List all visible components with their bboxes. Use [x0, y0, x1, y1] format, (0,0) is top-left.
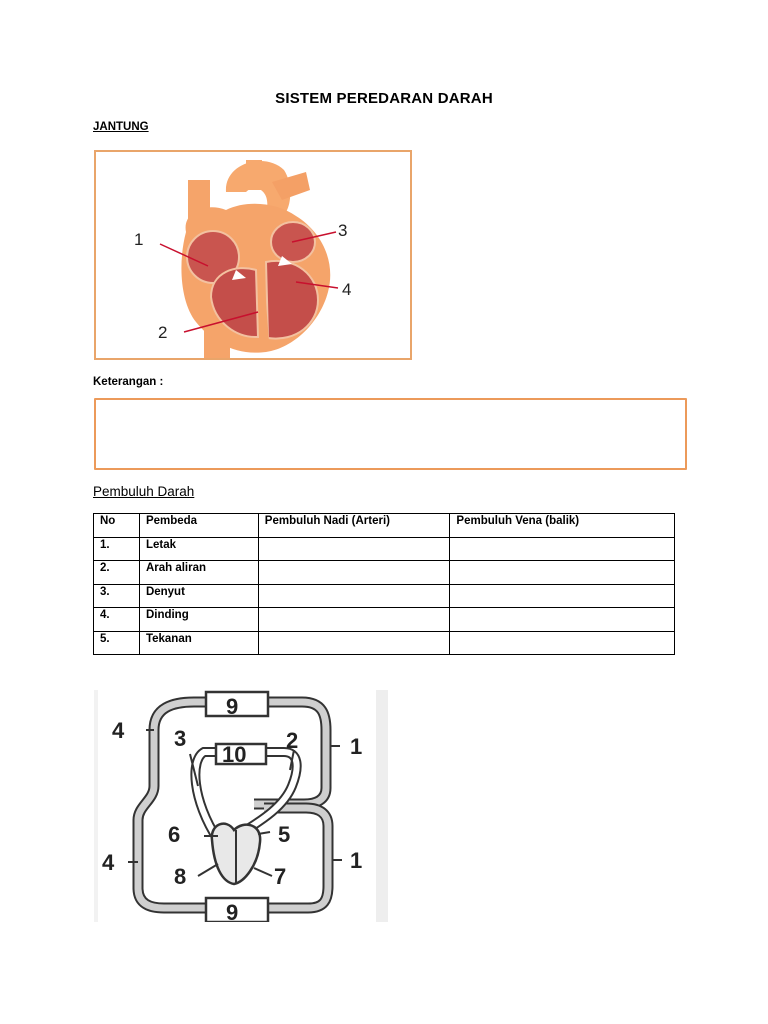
circ-label-10: 10 — [222, 742, 247, 767]
header-no: No — [94, 514, 140, 538]
header-pembeda: Pembeda — [139, 514, 258, 538]
circulation-illustration — [94, 690, 388, 922]
cell-vena[interactable] — [450, 608, 675, 632]
circ-label-1-lower: 1 — [350, 848, 363, 873]
table-row — [94, 631, 675, 655]
circ-label-7: 7 — [274, 864, 287, 889]
circ-label-3: 3 — [174, 726, 187, 751]
circ-label-5: 5 — [278, 822, 291, 847]
cell-arteri[interactable] — [258, 537, 450, 561]
heart-label-1: 1 — [134, 230, 144, 249]
pembuluh-title: Pembuluh Darah — [93, 484, 195, 499]
circ-label-2: 2 — [286, 728, 299, 753]
circ-label-6: 6 — [168, 822, 181, 847]
row-pembeda: Letak — [139, 537, 258, 561]
cell-vena[interactable] — [450, 631, 675, 655]
row-no: 1. — [94, 537, 140, 561]
scan-edge-left — [94, 690, 98, 922]
comparison-table — [93, 513, 675, 655]
row-pembeda: Tekanan — [139, 631, 258, 655]
header-arteri: Pembuluh Nadi (Arteri) — [258, 514, 450, 538]
row-no: 2. — [94, 561, 140, 585]
circ-label-4-upper: 4 — [112, 718, 125, 743]
row-pembeda: Arah aliran — [139, 561, 258, 585]
keterangan-answer-box[interactable] — [94, 398, 687, 470]
table-row — [94, 537, 675, 561]
heart-label-4: 4 — [342, 280, 352, 299]
cell-arteri[interactable] — [258, 631, 450, 655]
row-no: 5. — [94, 631, 140, 655]
circ-label-9-bottom: 9 — [226, 900, 239, 922]
table-row — [94, 608, 675, 632]
page-title: SISTEM PEREDARAN DARAH — [275, 90, 493, 107]
circ-label-8: 8 — [174, 864, 187, 889]
table-row — [94, 584, 675, 608]
heart-label-2: 2 — [158, 323, 168, 342]
header-vena: Pembuluh Vena (balik) — [450, 514, 675, 538]
heart-diagram — [94, 150, 412, 360]
cell-arteri[interactable] — [258, 561, 450, 585]
keterangan-label: Keterangan : — [93, 376, 164, 388]
cell-arteri[interactable] — [258, 584, 450, 608]
row-no: 4. — [94, 608, 140, 632]
heart-heading: JANTUNG — [93, 121, 149, 133]
scan-edge — [376, 690, 388, 922]
table-row — [94, 561, 675, 585]
heart-label-3: 3 — [338, 221, 348, 240]
table-header-row — [94, 514, 675, 538]
circulation-diagram — [94, 690, 388, 922]
aorta-branch — [246, 160, 262, 190]
cell-vena[interactable] — [450, 584, 675, 608]
circ-label-1-upper: 1 — [350, 734, 363, 759]
tick-7 — [254, 868, 272, 876]
row-no: 3. — [94, 584, 140, 608]
cell-arteri[interactable] — [258, 608, 450, 632]
circ-label-4-lower: 4 — [102, 850, 115, 875]
cell-vena[interactable] — [450, 561, 675, 585]
circ-label-9-top: 9 — [226, 694, 239, 719]
cell-vena[interactable] — [450, 537, 675, 561]
row-pembeda: Dinding — [139, 608, 258, 632]
row-pembeda: Denyut — [139, 584, 258, 608]
heart-illustration — [96, 152, 410, 358]
tick-8 — [198, 864, 218, 876]
